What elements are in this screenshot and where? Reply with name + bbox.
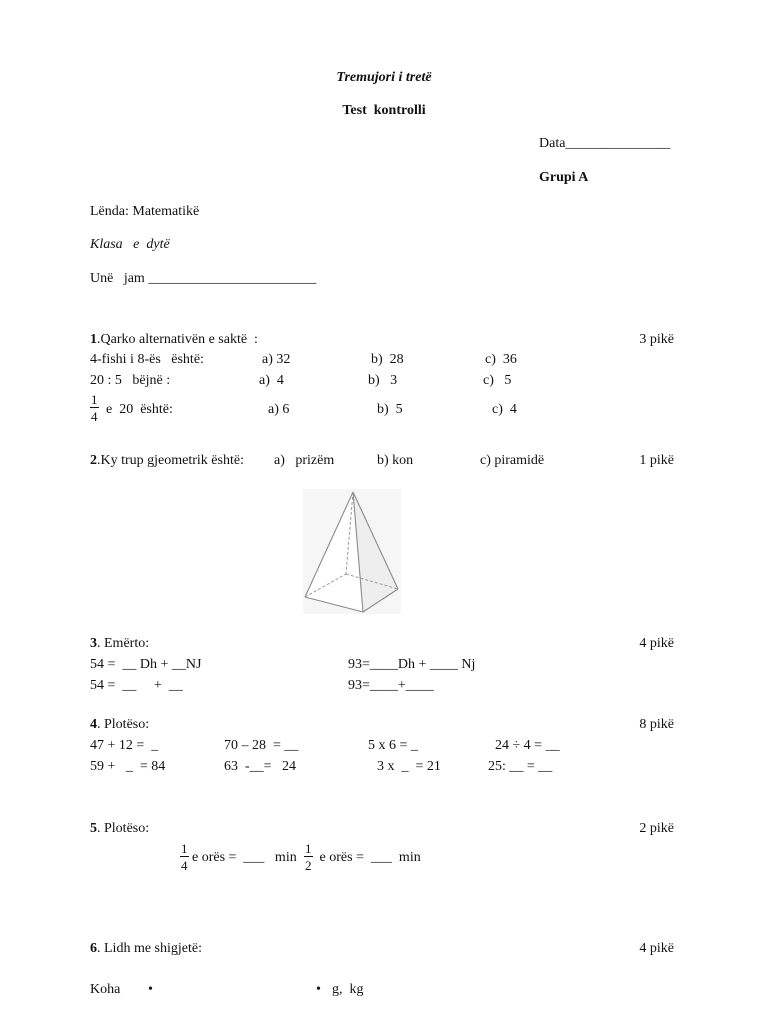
q3-left-row2: 54 = __ + __ [90,678,183,693]
name-line: Unë jam ________________________ [90,271,317,286]
q2-points: 1 pikë [639,453,674,468]
q4-row2-item3: 3 x _ = 21 [377,759,441,774]
fraction-numerator: 1 [181,841,188,856]
q4-row1-item2: 70 – 28 = __ [224,738,299,753]
fraction-denominator: 4 [91,409,98,424]
q6-left-item: Koha [90,982,121,997]
q6-left-bullet: • [148,982,153,997]
q6-points: 4 pikë [639,941,674,956]
q3-heading [90,637,149,651]
q3-points: 4 pikë [639,636,674,651]
fraction-numerator: 1 [305,841,312,856]
q6-right-item: g, kg [332,982,364,997]
class-label: Klasa e dytë [90,237,170,252]
date-field: Data_______________ [539,136,671,151]
trimester-heading: Tremujori i tretë [336,70,432,85]
q4-text: . Plotëso: [97,717,150,732]
q1-points: 3 pikë [639,332,674,347]
q2-number: 2 [90,453,97,468]
q2-option-a: a) prizëm [274,453,335,468]
fraction-denominator: 2 [305,858,312,873]
q4-heading [90,718,149,732]
q1-row3-option-b: b) 5 [377,402,403,417]
q6-heading [90,942,202,956]
q3-right-row1: 93=____Dh + ____ Nj [348,657,476,672]
q5-number: 5 [90,821,97,836]
q6-text: . Lidh me shigjetë: [97,941,202,956]
q1-row2-option-c: c) 5 [483,373,512,388]
q5-part2: e orës = ___ min [316,850,421,865]
q5-points: 2 pikë [639,821,674,836]
fraction-numerator: 1 [91,392,98,407]
q1-row1-option-a: a) 32 [262,352,291,367]
q2-option-b: b) kon [377,453,414,468]
q4-row1-item1: 47 + 12 = _ [90,738,159,753]
q6-number: 6 [90,941,97,956]
q3-left-row1: 54 = __ Dh + __NJ [90,657,202,672]
q1-row3-option-c: c) 4 [492,402,517,417]
q1-number: 1 [90,332,97,347]
q3-number: 3 [90,636,97,651]
q1-row2-prompt: 20 : 5 bëjnë : [90,373,171,388]
q4-row2-item4: 25: __ = __ [488,759,553,774]
q1-row1-option-b: b) 28 [371,352,404,367]
group-label: Grupi A [539,170,589,185]
q5-part1: e orës = ___ min [192,850,297,865]
q1-row2-option-a: a) 4 [259,373,284,388]
q4-row2-item1: 59 + _ = 84 [90,759,166,774]
q2-heading [90,454,244,468]
q4-number: 4 [90,717,97,732]
q1-row1-prompt: 4-fishi i 8-ës është: [90,352,204,367]
q5-text: . Plotëso: [97,821,150,836]
q1-row1-option-c: c) 36 [485,352,517,367]
q1-row2-option-b: b) 3 [368,373,398,388]
fraction-denominator: 4 [181,858,188,873]
q1-row3-option-a: a) 6 [268,402,290,417]
q3-right-row2: 93=____+____ [348,678,434,693]
q5-fraction-quarter [180,842,189,872]
q4-row2-item2: 63 -__= 24 [224,759,297,774]
q1-heading [90,333,258,347]
q1-text: .Qarko alternativën e saktë : [97,332,258,347]
q2-option-c: c) piramidë [480,453,545,468]
q2-text: .Ky trup gjeometrik është: [97,453,244,468]
subject-label: Lënda: Matematikë [90,204,200,219]
q6-right-bullet: • [316,982,321,997]
q4-points: 8 pikë [639,717,674,732]
page-title: Test kontrolli [342,103,426,118]
q1-row3-prompt: e 20 është: [106,402,173,417]
q5-heading [90,822,149,836]
q5-fraction-half [304,842,313,872]
q4-row1-item3: 5 x 6 = _ [368,738,418,753]
pyramid-figure [303,489,401,614]
q3-text: . Emërto: [97,636,150,651]
q1-row3-fraction [90,393,99,423]
q4-row1-item4: 24 ÷ 4 = __ [495,738,560,753]
